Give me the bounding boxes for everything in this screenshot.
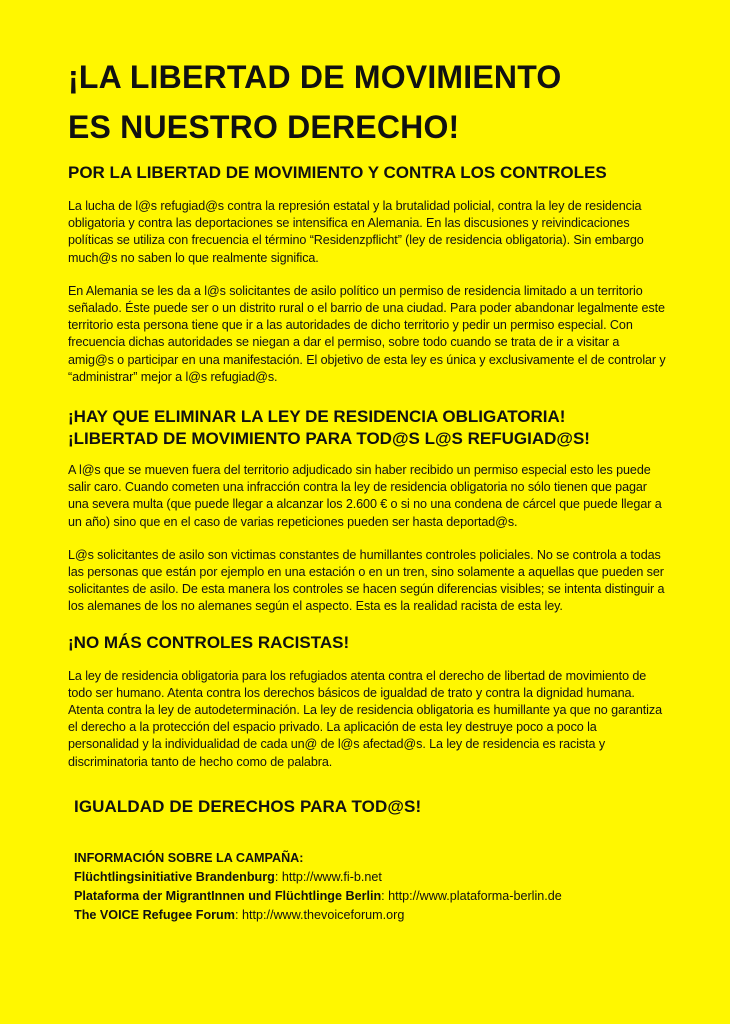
section-heading-libertad: POR LA LIBERTAD DE MOVIMIENTO Y CONTRA LOS CONTROLES xyxy=(68,163,607,182)
section-heading-racistas: ¡NO MÁS CONTROLES RACISTAS! xyxy=(68,632,350,652)
info-item: The VOICE Refugee Forum: http://www.thevoiceforum.org xyxy=(74,907,405,922)
info-item: Plataforma der MigrantInnen und Flüchtlinge Berlin: http://www.plataforma-berlin.de xyxy=(74,888,562,903)
paragraph-derechos: La ley de residencia obligatoria para los refugiados atenta contra el derecho de libertad de movimiento de todo ser humano. Atenta contra los derechos básicos de igualdad de trato y contra la dignidad humana. Atenta contra la ley de autodeterminación. La ley de residencia obligatoria es humillante ya que no garantiza el derecho a la protección del espacio privado. La aplicación de esta ley destruye poco a poco la personalidad y la individualidad de cada un@ de l@s afectad@s. La ley de residencia es racista y discriminatoria tanto de hecho como de palabra. xyxy=(68,668,662,769)
paragraph-alemania: En Alemania se les da a l@s solicitantes de asilo político un permiso de residencia limitado a un territorio señalado. Éste puede ser o un distrito rural o el barrio de una ciudad. Para poder abandonar legalmente este territorio esta persona tiene que ir a las autoridades de dicho territorio y pedir un permiso especial. Con frecuencia dichas autoridades se niegan a dar el permiso, sobre todo cuando se trata de ir a visitar a amig@s o participar en una manifestación. El objetivo de esta ley es única y exclusivamente el de controlar y “administrar” mejor a l@s refugiad@s. xyxy=(68,283,666,384)
heading-eliminar-line-2: ¡LIBERTAD DE MOVIMIENTO PARA TOD@S L@S REFUGIAD@S! xyxy=(68,429,590,449)
org-link[interactable]: http://www.fi-b.net xyxy=(281,869,382,884)
section-heading-eliminar xyxy=(68,406,666,450)
title-line-2: ES NUESTRO DERECHO! xyxy=(68,109,460,145)
paragraph-controles: L@s solicitantes de asilo son victimas constantes de humillantes controles policiales. No se controla a todas las personas que están por ejemplo en una estación o en un tren, sino solamente a aquellas que pueden ser solicitantes de asilo. De esta manera los controles se hacen según diferencias visibles; se intenta distinguir a los alemanes de los no alemanes según el aspecto. Esta es la realidad racista de esta ley. xyxy=(68,547,665,614)
paragraph-lucha: La lucha de l@s refugiad@s contra la represión estatal y la brutalidad policial, contra la ley de residencia obligatoria y contra las deportaciones se intensifica en Alemania. En las discusiones y reivindicaciones políticas se utiliza con frecuencia el término “Residenzpflicht” (ley de residencia obligatoria). Sin embargo much@s no saben lo que realmente significa. xyxy=(68,199,644,265)
org-link[interactable]: http://www.plataforma-berlin.de xyxy=(388,888,562,903)
org-name: The VOICE Refugee Forum xyxy=(74,907,235,922)
info-heading: INFORMACIÓN SOBRE LA CAMPAÑA: xyxy=(74,850,304,865)
title-line-1: ¡LA LIBERTAD DE MOVIMIENTO xyxy=(68,59,562,95)
org-link[interactable]: http://www.thevoiceforum.org xyxy=(241,907,405,922)
paragraph-multa: A l@s que se mueven fuera del territorio adjudicado sin haber recibido un permiso especial esto les puede salir caro. Cuando cometen una infracción contra la ley de residencia obligatoria no sólo tienen que pagar una severa multa (que puede llegar a alcanzar los 2.600 € o si no una condena de cárcel que puede llegar a un año) sino que en el caso de varias repeticiones pueden ser hasta deportad@s. xyxy=(68,463,662,529)
heading-eliminar-line-1: ¡HAY QUE ELIMINAR LA LEY DE RESIDENCIA OBLIGATORIA! xyxy=(68,407,566,427)
closing-slogan: IGUALDAD DE DERECHOS PARA TOD@S! xyxy=(74,796,422,816)
org-name: Flüchtlingsinitiative Brandenburg xyxy=(74,869,275,884)
org-name: Plataforma der MigrantInnen und Flüchtlinge Berlin xyxy=(74,888,382,903)
campaign-info xyxy=(68,849,666,925)
flyer-title xyxy=(68,0,666,152)
info-item: Flüchtlingsinitiative Brandenburg: http://www.fi-b.net xyxy=(74,869,382,884)
